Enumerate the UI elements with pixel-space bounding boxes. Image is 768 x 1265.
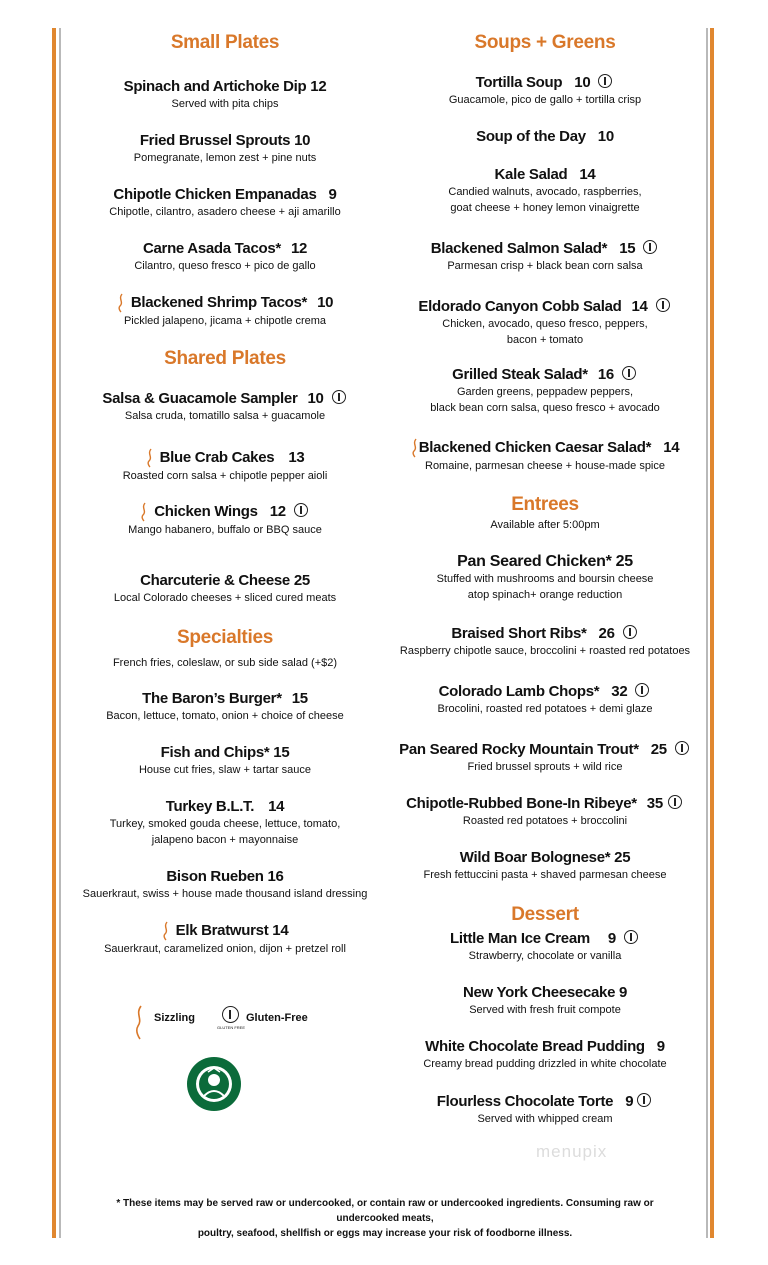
item-name: Spinach and Artichoke Dip 12 [123,78,327,95]
menu-item [395,625,695,659]
item-name: Pan Seared Chicken* 25 [457,553,633,570]
item-description: Fresh fettuccini pasta + shaved parmesan cheese [423,869,667,881]
menu-item [395,683,695,717]
section-note: Available after 5:00pm [490,519,600,531]
item-description: Romaine, parmesan cheese + house-made spice [425,460,665,472]
watermark: menupix [536,1142,608,1161]
item-description: House cut fries, slaw + tartar sauce [138,764,312,776]
menu-item [70,798,380,848]
item-description-line: Garden greens, peppadew peppers, [456,386,634,399]
item-price: 32 [611,683,628,700]
section-title-specialties: Specialties [177,627,273,648]
menu-item [395,795,695,829]
item-name: Soup of the Day [476,128,586,145]
item-price: 15 [619,240,636,257]
menu-item [70,186,380,220]
gluten-free-icon [620,366,638,384]
left-border [52,28,62,1238]
menu-item [395,930,695,964]
item-name: Pan Seared Rocky Mountain Trout* [399,741,639,758]
sizzling-flame-icon [140,502,148,522]
menu-item [395,1038,695,1072]
menu-item [395,240,695,274]
menu-item [70,868,380,902]
menu-item [70,572,380,606]
disclaimer [90,1196,680,1241]
item-description: Roasted corn salsa + chipotle pepper aioli [122,470,328,482]
item-description: Mango habanero, buffalo or BBQ sauce [128,524,322,536]
sizzling-flame-icon [134,1004,144,1040]
item-description: Guacamole, pico de gallo + tortilla crisp [448,94,642,107]
gluten-free-icon [666,795,684,813]
item-description-line: bacon + tomato [506,334,584,347]
item-price: 14 [663,438,680,456]
menu-item [70,502,380,538]
item-price: 16 [597,366,614,383]
item-name: New York Cheesecake 9 [462,984,628,1001]
item-name: Wild Boar Bolognese* 25 [459,849,631,866]
item-name: Tortilla Soup [475,74,563,91]
item-name: Chipotle Chicken Empanadas [113,186,317,203]
item-price: 14 [268,798,285,815]
section-title-entrees: Entrees [511,494,579,515]
starbucks-logo [186,1056,242,1112]
item-name: Elk Bratwurst 14 [175,921,289,939]
item-name: Carne Asada Tacos* [142,240,281,257]
gluten-free-icon [330,390,348,408]
item-name: Blue Crab Cakes [159,448,275,466]
menu-item [70,448,380,484]
gluten-free-icon [292,503,310,521]
item-name: Fish and Chips* 15 [160,744,290,761]
item-name: White Chocolate Bread Pudding [425,1038,645,1055]
item-price: 26 [598,625,615,642]
item-description: Chipotle, cilantro, asadero cheese + aji amarillo [109,206,341,218]
item-name: Blackened Chicken Caesar Salad* [418,438,652,456]
disclaimer-line: * These items may be served raw or undercooked, or contain raw or undercooked ingredients. Consuming raw or undercooked meats, [116,1198,654,1224]
item-price: 14 [631,298,648,315]
item-price: 35 [646,795,663,812]
menu-item [70,744,380,778]
gluten-free-icon [596,74,614,92]
disclaimer-line: poultry, seafood, shellfish or eggs may increase your risk of foodborne illness. [197,1228,573,1239]
item-description-line: black bean corn salsa, queso fresco + avocado [430,402,660,415]
item-description-line: Stuffed with mushrooms and boursin cheese [436,573,654,585]
menu-item [70,132,380,166]
gluten-free-icon [641,240,659,258]
item-name: Chipotle-Rubbed Bone-In Ribeye* [406,795,637,812]
item-price: 9 [625,1093,634,1110]
menu-item [395,166,695,216]
item-name: The Baron’s Burger* [142,690,282,707]
item-description: Creamy bread pudding drizzled in white chocolate [423,1058,667,1070]
menu-item [395,366,695,416]
item-price: 12 [269,502,286,520]
item-description: Sauerkraut, caramelized onion, dijon + pretzel roll [104,943,346,955]
item-description: Served with fresh fruit compote [469,1004,621,1016]
menu-item [395,553,695,603]
item-description: Roasted red potatoes + broccolini [462,815,628,828]
gluten-free-icon: GLUTEN FREE [220,1006,242,1032]
item-description: Bacon, lettuce, tomato, onion + choice of cheese [106,710,344,722]
menu-item [70,390,380,424]
item-description: Served with whipped cream [477,1113,613,1126]
menu-item [70,78,380,112]
item-price: 12 [290,240,308,257]
item-name: Bison Rueben 16 [166,868,284,885]
item-name: Flourless Chocolate Torte [436,1093,614,1110]
section-title-shared-plates: Shared Plates [164,348,286,369]
item-description-line: jalapeno bacon + mayonnaise [151,834,299,846]
menu-item [70,921,380,957]
item-name: Braised Short Ribs* [451,625,587,642]
item-description-line: Turkey, smoked gouda cheese, lettuce, tomato, [109,818,341,830]
section-title-dessert: Dessert [511,904,579,925]
item-price: 9 [656,1038,665,1055]
item-description: Local Colorado cheeses + sliced cured meats [113,592,337,604]
item-price: 14 [579,166,596,183]
item-name: Kale Salad [494,166,568,183]
item-price: 9 [328,186,337,203]
item-description: Fried brussel sprouts + wild rice [467,761,623,774]
gluten-free-icon [673,741,691,759]
item-name: Blackened Salmon Salad* [430,240,608,257]
item-price: 10 [317,293,334,311]
menu-item [70,293,380,329]
item-description: Served with pita chips [171,98,279,110]
item-name: Eldorado Canyon Cobb Salad [418,298,622,315]
item-description-line: goat cheese + honey lemon vinaigrette [450,202,640,214]
item-price: 15 [291,690,308,707]
menu-item [70,690,380,724]
section-note: French fries, coleslaw, or sub side salad (+$2) [112,657,338,669]
item-name: Grilled Steak Salad* [452,366,588,383]
item-price: 10 [574,74,591,91]
sizzling-flame-icon [411,438,419,458]
right-border [706,28,716,1238]
menu-item [395,298,695,348]
item-name: Salsa & Guacamole Sampler [102,390,298,407]
menu-item [395,849,695,883]
item-description-line: atop spinach+ orange reduction [467,589,623,601]
item-description: Sauerkraut, swiss + house made thousand island dressing [82,888,368,900]
item-name: Blackened Shrimp Tacos* [130,293,308,311]
item-description: Raspberry chipotle sauce, broccolini + roasted red potatoes [399,645,691,658]
item-name: Charcuterie & Cheese 25 [140,572,310,589]
item-name: Little Man Ice Cream [450,930,590,947]
legend-gluten-free-label: Gluten-Free [246,1012,308,1024]
item-description: Salsa cruda, tomatillo salsa + guacamole [124,410,326,423]
legend [130,1004,330,1044]
gluten-free-icon [635,1093,653,1111]
menu-item [395,984,695,1018]
section-title-small-plates: Small Plates [170,32,280,53]
item-price: 10 [597,128,614,145]
gluten-free-icon [654,298,672,316]
item-description: Parmesan crisp + black bean corn salsa [447,260,643,273]
menu-item [395,74,695,108]
section-title-soups-greens: Soups + Greens [474,32,616,53]
item-name: Fried Brussel Sprouts 10 [139,132,311,149]
menu-item [395,438,695,474]
item-description: Strawberry, chocolate or vanilla [468,950,622,963]
sizzling-flame-icon [162,921,170,941]
item-description: Brocolini, roasted red potatoes + demi glaze [437,703,653,716]
item-description-line: Candied walnuts, avocado, raspberries, [448,186,642,198]
gluten-free-icon [622,930,640,948]
menu-item [70,240,380,274]
item-price: 13 [288,448,305,466]
gluten-free-icon [621,625,639,643]
menu-item [395,741,695,775]
item-description: Cilantro, queso fresco + pico de gallo [134,260,316,272]
menu-item [395,128,695,146]
legend-sizzling-label: Sizzling [154,1012,195,1024]
item-price: 10 [307,390,324,407]
item-name: Chicken Wings [154,502,258,520]
item-description: Pomegranate, lemon zest + pine nuts [133,152,317,164]
item-description-line: Chicken, avocado, queso fresco, peppers, [442,318,648,331]
item-price: 9 [607,930,616,947]
gluten-free-icon [633,683,651,701]
item-price: 25 [650,741,667,758]
item-description: Pickled jalapeno, jicama + chipotle crema [123,315,327,327]
item-name: Colorado Lamb Chops* [438,683,600,700]
sizzling-flame-icon [117,293,125,313]
sizzling-flame-icon [146,448,154,468]
item-name: Turkey B.L.T. [165,798,255,815]
menu-item [395,1093,695,1127]
